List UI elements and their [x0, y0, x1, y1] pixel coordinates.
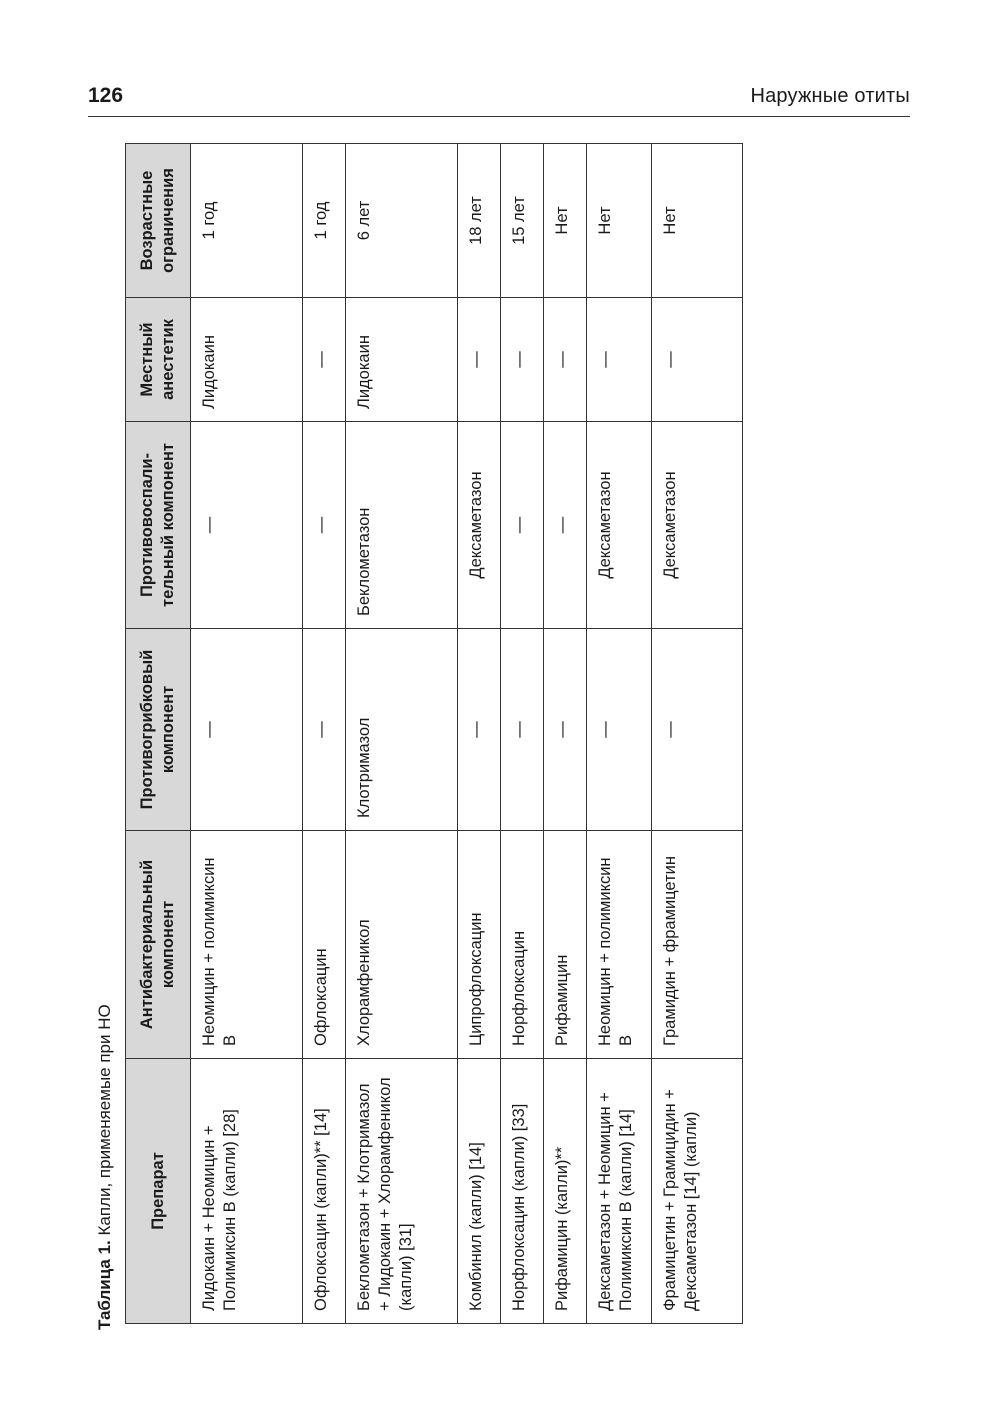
drops-table — [125, 143, 743, 1324]
cell-antibacterial: Ципрофлоксацин — [458, 831, 501, 1059]
col-header-antibacterial: Антибактериальный компонент — [126, 831, 191, 1059]
cell-antibacterial: Офлоксацин — [303, 831, 346, 1059]
col-header-antiinflammatory: Противовоспали-тельный компонент — [126, 422, 191, 629]
cell-antiinflammatory: — — [191, 422, 303, 629]
cell-drug: Беклометазон + Клотримазол + Лидокаин + Хлорамфеникол (капли) [31] — [346, 1059, 458, 1324]
cell-anesthetic: Лидокаин — [346, 298, 458, 422]
cell-age-limit: 15 лет — [501, 144, 544, 298]
col-header-drug: Препарат — [126, 1059, 191, 1324]
cell-anesthetic: — — [501, 298, 544, 422]
cell-antifungal: — — [191, 629, 303, 831]
cell-antifungal: — — [652, 629, 743, 831]
rotated-table-block — [90, 140, 710, 1330]
cell-anesthetic: — — [587, 298, 652, 422]
cell-age-limit: Нет — [652, 144, 743, 298]
col-header-antifungal: Противогрибковый компонент — [126, 629, 191, 831]
cell-antifungal: — — [458, 629, 501, 831]
header-rule — [88, 116, 910, 117]
table-row — [458, 144, 501, 1324]
cell-antiinflammatory: Беклометазон — [346, 422, 458, 629]
cell-anesthetic: — — [458, 298, 501, 422]
cell-drug: Лидокаин + Неомицин + Полимиксин В (капли) [28] — [191, 1059, 303, 1324]
cell-age-limit: Нет — [544, 144, 587, 298]
table-header-row — [126, 144, 191, 1324]
cell-age-limit: 1 год — [191, 144, 303, 298]
cell-drug: Норфлоксацин (капли) [33] — [501, 1059, 544, 1324]
cell-drug: Рифамицин (капли)** — [544, 1059, 587, 1324]
cell-drug: Дексаметазон + Неомицин + Полимиксин В (капли) [14] — [587, 1059, 652, 1324]
cell-drug: Комбинил (капли) [14] — [458, 1059, 501, 1324]
cell-antibacterial: Неомицин + полимиксин В — [587, 831, 652, 1059]
cell-antifungal: Клотримазол — [346, 629, 458, 831]
cell-antibacterial: Грамидин + фрамицетин — [652, 831, 743, 1059]
page-number: 126 — [88, 84, 124, 107]
cell-antifungal: — — [587, 629, 652, 831]
cell-drug: Фрамицетин + Грамицидин + Дексаметазон [14] (капли) — [652, 1059, 743, 1324]
cell-age-limit: 1 год — [303, 144, 346, 298]
cell-antibacterial: Неомицин + полимиксин В — [191, 831, 303, 1059]
cell-anesthetic: — — [544, 298, 587, 422]
cell-antiinflammatory: Дексаметазон — [587, 422, 652, 629]
cell-age-limit: 6 лет — [346, 144, 458, 298]
cell-anesthetic: — — [652, 298, 743, 422]
col-header-age-limits: Возрастные ограничения — [126, 144, 191, 298]
table-caption-label: Таблица 1. — [95, 1240, 114, 1330]
cell-age-limit: 18 лет — [458, 144, 501, 298]
table-row — [587, 144, 652, 1324]
cell-antiinflammatory: — — [303, 422, 346, 629]
table-caption-text: Капли, применяемые при НО — [95, 1004, 114, 1241]
cell-antibacterial: Рифамицин — [544, 831, 587, 1059]
running-title: Наружные отиты — [750, 85, 910, 107]
cell-anesthetic: — — [303, 298, 346, 422]
cell-anesthetic: Лидокаин — [191, 298, 303, 422]
cell-antiinflammatory: Дексаметазон — [458, 422, 501, 629]
cell-antiinflammatory: — — [501, 422, 544, 629]
col-header-anesthetic: Местный анестетик — [126, 298, 191, 422]
table-row — [303, 144, 346, 1324]
cell-antiinflammatory: Дексаметазон — [652, 422, 743, 629]
table-row — [544, 144, 587, 1324]
table-row — [501, 144, 544, 1324]
cell-antiinflammatory: — — [544, 422, 587, 629]
table-row — [191, 144, 303, 1324]
cell-antifungal: — — [501, 629, 544, 831]
cell-antibacterial: Хлорамфеникол — [346, 831, 458, 1059]
cell-antibacterial: Норфлоксацин — [501, 831, 544, 1059]
cell-antifungal: — — [303, 629, 346, 831]
table-caption — [90, 1004, 120, 1330]
cell-antifungal: — — [544, 629, 587, 831]
cell-age-limit: Нет — [587, 144, 652, 298]
table-row — [346, 144, 458, 1324]
table-row — [652, 144, 743, 1324]
cell-drug: Офлоксацин (капли)** [14] — [303, 1059, 346, 1324]
